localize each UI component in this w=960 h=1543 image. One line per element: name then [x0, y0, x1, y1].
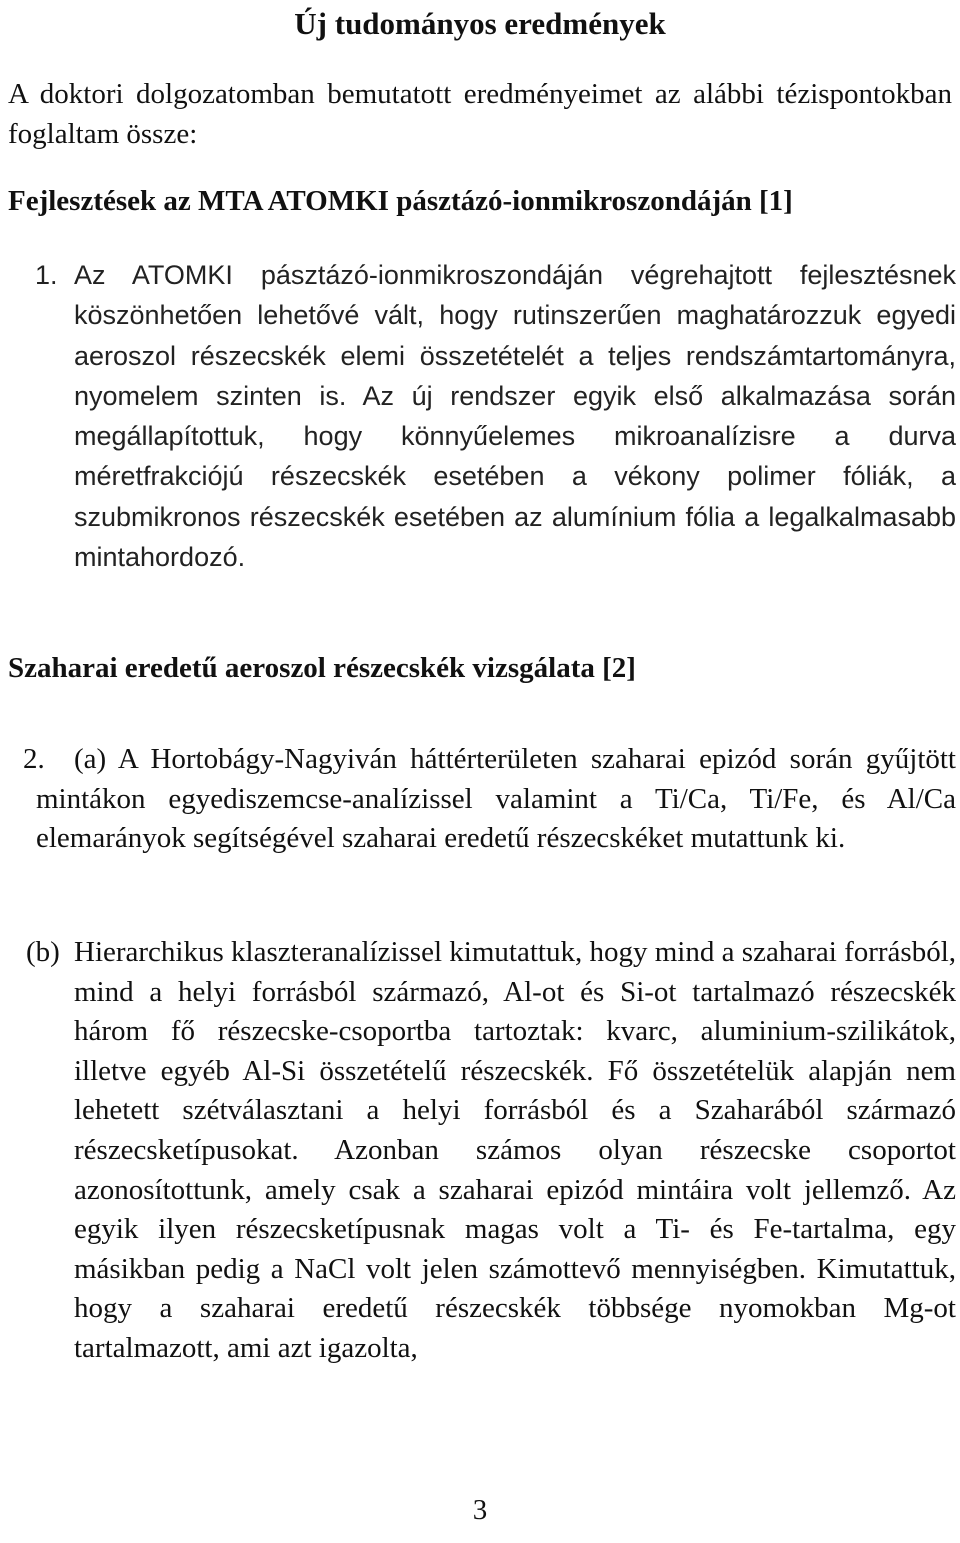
section-heading-saharan: Szaharai eredetű aeroszol részecskék vizsgálata [2] — [8, 652, 636, 684]
thesis-point-2a — [8, 740, 956, 859]
thesis-point-1-text: Az ATOMKI pásztázó-ionmikroszondáján végrehajtott fejlesztésnek köszönhetően lehetővé vált, hogy rutinszerűen maghatározzuk egyedi aeroszol részecskék elemi összetételét a teljes rendszámtartományra, nyomelem szinten is. Az új rendszer egyik első alkalmazása során megállapítottuk, hogy könnyűelemes mikroanalízisre a durva méretfrakciójú részecskék esetében a vékony polimer fóliák, a szubmikronos részecskék esetében az alumínium fólia a legalkalmasabb mintahordozó. — [74, 260, 956, 573]
thesis-point-1-marker: 1. — [35, 260, 58, 290]
section-heading-development: Fejlesztések az MTA ATOMKI pásztázó-ionmikroszondáján [1] — [8, 185, 793, 217]
intro-paragraph: A doktori dolgozatomban bemutatott eredményeimet az alábbi tézispontokban foglaltam össze: — [8, 78, 952, 150]
thesis-point-1 — [8, 255, 956, 577]
thesis-point-2-marker: 2. — [23, 743, 45, 775]
thesis-point-2b-marker: (b) — [26, 936, 60, 968]
thesis-point-2b-text: Hierarchikus klaszteranalízissel kimutattuk, hogy mind a szaharai forrásból, mind a helyi forrásból származó, Al-ot és Si-ot tartalmazó részecskék három fő részecske-csoportba tartoztak: kvarc, aluminium-szilikátok, illetve egyéb Al-Si összetételű részecskék. Fő összetételük alapján nem lehetett szétválasztani a helyi forrásból és a Szaharából származó részecsketípusokat. Azonban számos olyan részecske csoportot azonosítottunk, amely csak a szaharai epizód mintáira volt jellemző. Az egyik ilyen részecsketípusnak magas volt a Ti- és Fe-tartalma, egy másikban pedig a NaCl volt jelen számottevő mennyiségben. Kimutattuk, hogy a szaharai eredetű részecskék többsége nyomokban Mg-ot tartalmazott, ami azt igazolta, — [74, 936, 956, 1364]
thesis-point-2b — [8, 933, 956, 1369]
page-number: 3 — [472, 1494, 488, 1526]
thesis-point-2a-text: (a) A Hortobágy-Nagyiván háttérterületen szaharai epizód során gyűjtött mintákon egyediszemcse-analízissel valamint a Ti/Ca, Ti/Fe, és Al/Ca elemarányok segítségével szaharai eredetű részecskéket mutattunk ki. — [36, 743, 956, 855]
page-title: Új tudományos eredmények — [294, 6, 666, 41]
